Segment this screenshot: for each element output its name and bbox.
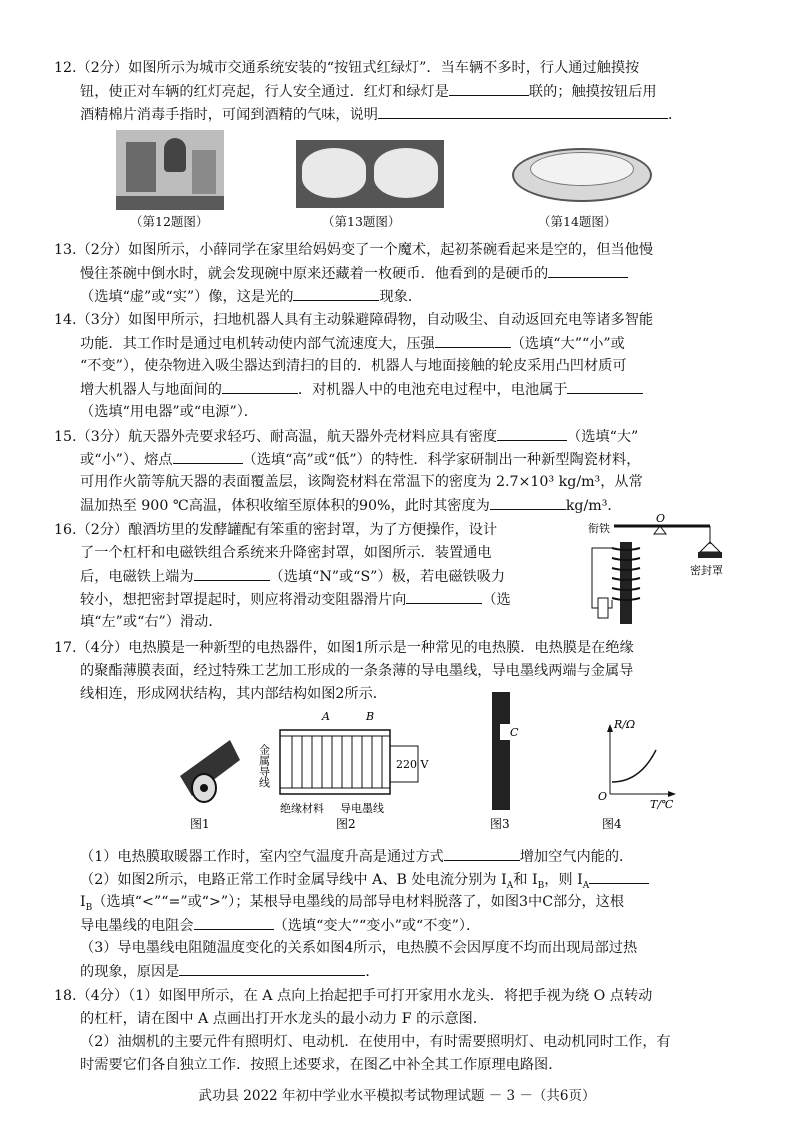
ink-line-label: 导电墨线	[340, 802, 384, 815]
point-a-label: A	[322, 710, 330, 723]
page-footer: 武功县 2022 年初中学业水平模拟考试物理试题 － 3 －（共6页）	[198, 1088, 596, 1104]
fig1-label: 图1	[190, 817, 210, 831]
fig14-caption: （第14题图）	[538, 214, 617, 229]
fig4-graph	[607, 724, 676, 797]
q16-line5: 填“左”或“右”）滑动．	[80, 614, 223, 630]
answer-blank	[194, 915, 274, 930]
q12-line3: 酒精棉片消毒手指时，可闻到酒精的气味，说明 ．	[80, 104, 682, 125]
answer-blank	[406, 589, 482, 604]
q18-line3: （2）油烟机的主要元件有照明灯、电动机．在使用中，有时需要照明灯、电动机同时工作，有	[80, 1034, 671, 1050]
q17-p4: 导电墨线的电阻会 （选填“变大”“变小”或“不变”）．	[80, 915, 480, 936]
q16-line3: 后，电磁铁上端为 （选填“N”或“S”）极，若电磁铁吸力	[80, 566, 505, 587]
q17-p5: （3）导电墨线电阻随温度变化的关系如图4所示，电热膜不会因厚度不均而出现局部过热	[80, 940, 638, 956]
q17-p2: （2）如图2所示，电路正常工作时金属导线中 A、B 处电流分别为 $I_A$和 $I_B$，则 $I_A$	[80, 869, 649, 896]
pivot-label: O	[656, 512, 666, 525]
q17-p1: （1）电热膜取暖器工作时，室内空气温度升高是通过方式 增加空气内能的．	[80, 846, 633, 867]
answer-blank	[497, 426, 567, 441]
answer-blank	[378, 104, 668, 119]
answer-blank	[449, 81, 529, 96]
answer-blank	[293, 286, 379, 301]
fig3-gap	[500, 724, 510, 740]
q16-line4: 较小，想把密封罩提起时，则应将滑动变阻器滑片向 （选	[80, 589, 511, 610]
fig1-film-roll	[180, 740, 240, 802]
answer-blank	[548, 263, 628, 278]
axis-r-label: R/Ω	[614, 718, 636, 731]
q15-line2: 或“小”）、熔点 （选填“高”或“低”）的特性．科学家研制出一种新型陶瓷材料，	[80, 449, 640, 470]
q15-line4: 温加热至 900 ℃高温，体积收缩至原体积的90%，此时其密度为 kg/m³．	[80, 495, 622, 516]
answer-blank	[444, 846, 520, 861]
fig4-label: 图4	[602, 817, 622, 831]
q17-p3: $I_B$（选填“<”“=”或“>”）；某根导电墨线的局部导电材料脱落了，如图3中C部分，这根	[80, 894, 625, 913]
answer-blank	[435, 333, 511, 348]
fig3-label: 图3	[490, 817, 510, 831]
q17-line2: 的聚酯薄膜表面，经过特殊工艺加工形成的一条条薄的导电墨线，导电墨线两端与金属导	[80, 663, 634, 679]
answer-blank	[194, 566, 270, 581]
answer-blank	[179, 961, 365, 976]
q13-line2: 慢往茶碗中倒水时，就会发现碗中原来还藏着一枚硬币．他看到的是硬币的	[80, 263, 628, 284]
insulation-label: 绝缘材料	[280, 802, 324, 815]
q17-line1: 17.（4分）电热膜是一种新型的电热器件，如图1所示是一种常见的电热膜．电热膜是在绝缘	[54, 640, 634, 656]
q15-line3: 可用作火箭等航天器的表面覆盖层，该陶瓷材料在常温下的密度为 2.7×10³ kg/m³，从常	[80, 474, 643, 490]
fig13-caption: （第13题图）	[322, 214, 401, 229]
metal-wire-label: 金属导线	[257, 744, 271, 788]
q14-line5: （选填“用电器”或“电源”）．	[80, 404, 258, 420]
answer-blank	[567, 379, 643, 394]
origin-label: O	[598, 790, 608, 803]
fig3-ink-line	[492, 692, 510, 810]
q17-figures	[170, 690, 710, 840]
q14-line3: “不变”），使杂物进入吸尘器达到清扫的目的．机器人与地面接触的轮皮采用凸凹材质可	[80, 358, 627, 374]
q12-line1: 12.（2分）如图所示为城市交通系统安装的“按钮式红绿灯”．当车辆不多时，行人通过触摸按	[54, 60, 640, 76]
fig14-robot	[512, 142, 652, 206]
q14-line4: 增大机器人与地面间的 ．对机器人中的电池充电过程中，电池属于	[80, 379, 643, 400]
q13-line3: （选填“虚”或“实”）像，这是光的 现象．	[80, 286, 422, 307]
q14-line2: 功能．其工作时是通过电机转动使内部气流速度大，压强 （选填“大”“小”或	[80, 333, 625, 354]
gap-c-label: C	[510, 726, 519, 739]
q17-p6: 的现象，原因是 ．	[80, 961, 380, 982]
answer-blank	[490, 495, 566, 510]
q18-line2: 的杠杆，请在图中 A 点画出打开水龙头的最小动力 F 的示意图．	[80, 1011, 488, 1027]
fig2-label: 图2	[336, 817, 356, 831]
armature-label: 衔铁	[588, 522, 610, 535]
answer-blank	[589, 869, 649, 884]
q12-line2: 钮，使正对车辆的红灯亮起，行人安全通过．红灯和绿灯是 联的；触摸按钮后用	[80, 81, 657, 102]
q14-line1: 14.（3分）如图甲所示，扫地机器人具有主动躲避障碍物，自动吸尘、自动返回充电等诸多智能	[54, 312, 654, 328]
fig12-caption: （第12题图）	[130, 214, 209, 229]
answer-blank	[222, 379, 298, 394]
q18-line4: 时需要它们各自独立工作．按照上述要求，在图乙中补全其工作原理电路图．	[80, 1057, 563, 1073]
q15-line1: 15.（3分）航天器外壳要求轻巧、耐高温，航天器外壳材料应具有密度 （选填“大”	[54, 426, 638, 447]
seal-cover-label: 密封罩	[690, 564, 723, 577]
fig12-photo	[116, 130, 224, 210]
q17-line3: 线相连，形成网状结构，其内部结构如图2所示．	[80, 686, 387, 702]
voltage-label: 220 V	[396, 758, 429, 771]
point-b-label: B	[366, 710, 375, 723]
q16-figure	[584, 512, 744, 632]
q16-line2: 了一个杠杆和电磁铁组合系统来升降密封罩，如图所示．装置通电	[80, 545, 492, 561]
answer-blank	[173, 449, 243, 464]
q18-line1: 18.（4分）（1）如图甲所示，在 A 点向上抬起把手可打开家用水龙头．将把手视为绕 O 点转动	[54, 988, 653, 1004]
axis-t-label: T/℃	[650, 798, 674, 811]
fig13-photo	[296, 140, 444, 208]
q13-line1: 13.（2分）如图所示，小薛同学在家里给妈妈变了一个魔术，起初茶碗看起来是空的，但当他慢	[54, 242, 654, 258]
q16-line1: 16.（2分）酿酒坊里的发酵罐配有笨重的密封罩，为了方便操作，设计	[54, 522, 498, 538]
